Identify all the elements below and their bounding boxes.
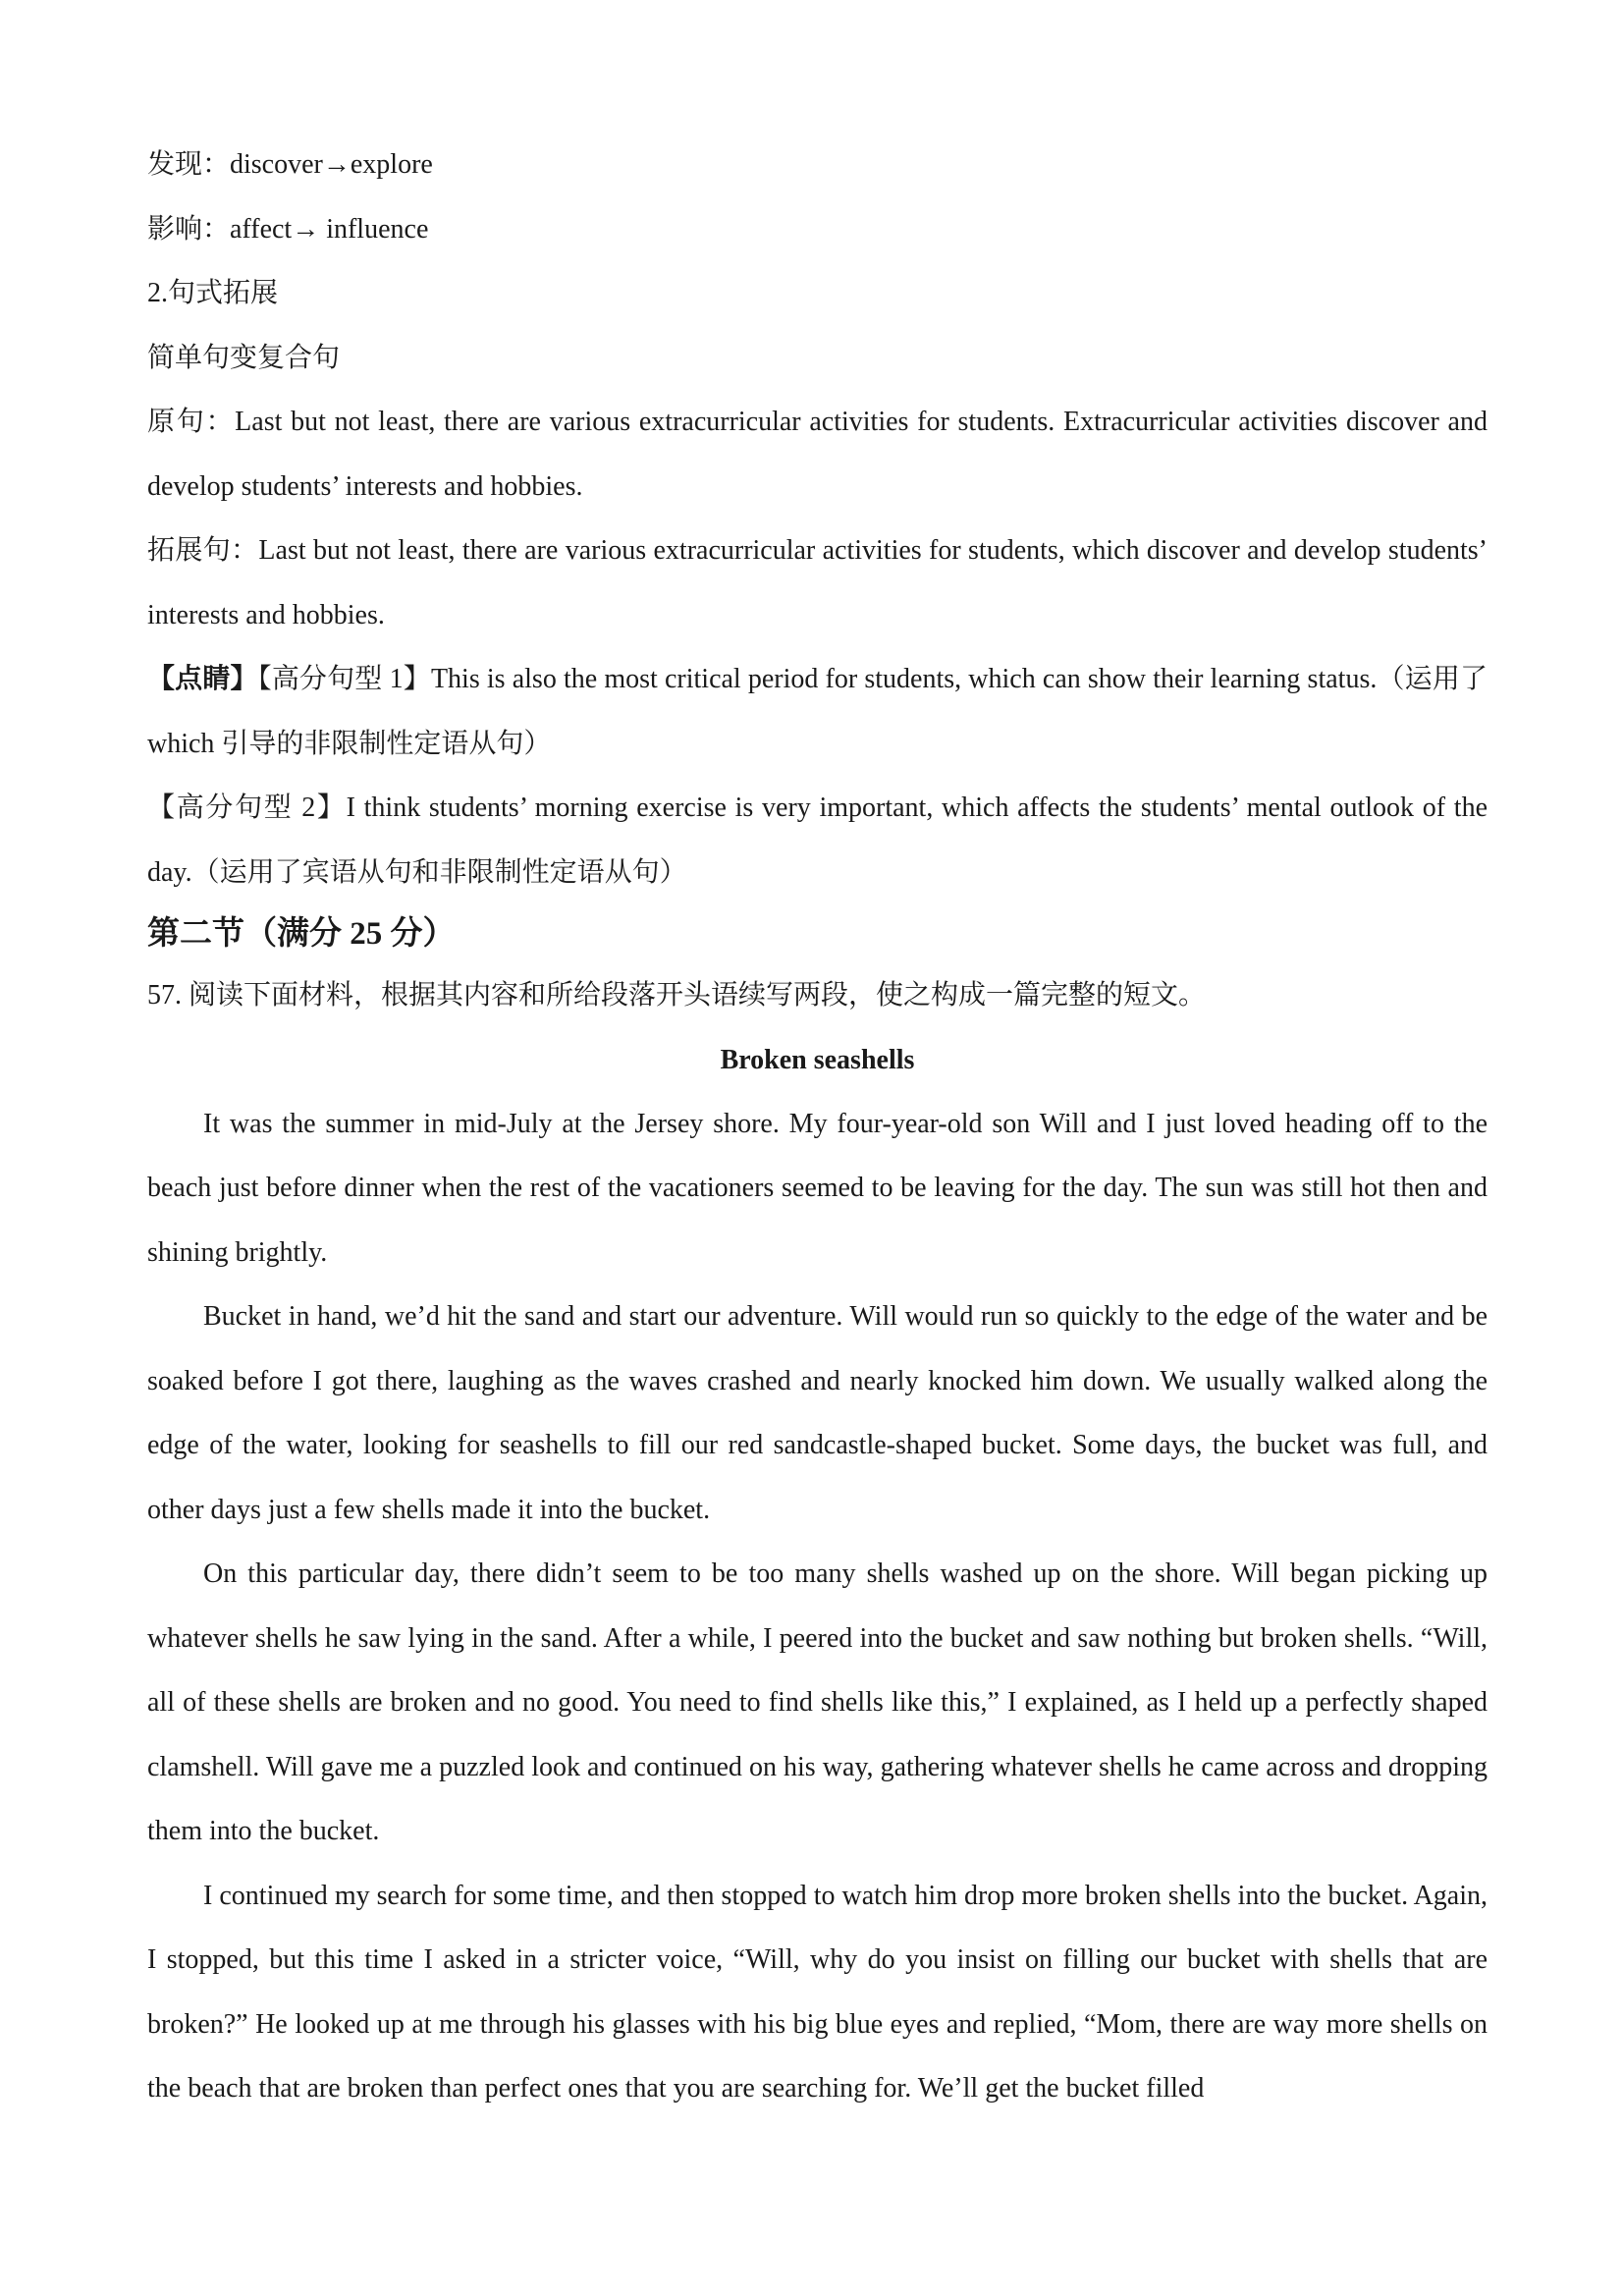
original-sentence [147,390,1488,519]
highlight-tag-2: 【高分句型 2】 [147,793,347,823]
highlight-tag-point: 【点睛】 [147,664,258,694]
sentence-expansion-heading: 2.句式拓展 [147,278,279,308]
expanded-label: 拓展句： [147,535,259,566]
highlight-sentence-2 [147,776,1488,904]
document-page [147,133,1488,2121]
passage-paragraph: On this particular day, there didn’t seem to be too many shells washed up on the shore. Will began picking up whatever shells he saw lying in the sand. After a while, I peered into the bucket and saw nothing but broken shells. “Will, all of these shells are broken and no good. You need to find shells like this,” I explained, as I held up a perfectly shaped clamshell. Will gave me a puzzled look and continued on his way, gathering whatever shells he came across and dropping them into the bucket. [147,1558,1488,1846]
highlight-tag-1: 【高分句型 1】 [257,664,431,694]
expanded-sentence [147,519,1488,647]
sentence-expansion-subheading: 简单句变复合句 [147,342,341,373]
original-text: Last but not least, there are various extracurricular activities for students. Extracurricular activities discover and develop students’ interests and hobbies. [147,407,1488,502]
highlight-text-1: This is also the most critical period for students, which can show their learning status.（运用了 which 引导的非限制性定语从句） [147,664,1488,759]
vocab-line-discover: 发现：discover→explore [147,149,433,180]
passage-title: Broken seashells [720,1044,915,1075]
expanded-text: Last but not least, there are various extracurricular activities for students, which discover and develop students’ interests and hobbies. [147,535,1488,630]
vocab-line-affect: 影响：affect→ influence [147,213,429,245]
passage-paragraph: It was the summer in mid-July at the Jersey shore. My four-year-old son Will and I just loved heading off to the beach just before dinner when the rest of the vacationers seemed to be leaving for the day. The sun was still hot then and shining brightly. [147,1108,1488,1268]
section-heading: 第二节（满分 25 分） [147,916,456,952]
original-label: 原句： [147,407,236,437]
highlight-sentence-1 [147,647,1488,776]
question-instruction: 57. 阅读下面材料，根据其内容和所给段落开头语续写两段，使之构成一篇完整的短文。 [147,980,1207,1011]
passage-paragraph: I continued my search for some time, and then stopped to watch him drop more broken shells into the bucket. Again, I stopped, but this time I asked in a stricter voice, “Will, why do you insist on filling our bucket with shells that are broken?” He looked up at me through his glasses with his big blue eyes and replied, “Mom, there are way more shells on the beach that are broken than perfect ones that you are searching for. We’ll get the bucket filled [147,1880,1488,2104]
passage-paragraph: Bucket in hand, we’d hit the sand and start our adventure. Will would run so quickly to the edge of the water and be soaked before I got there, laughing as the waves crashed and nearly knocked him down. We usually walked along the edge of the water, looking for seashells to fill our red sandcastle-shaped bucket. Some days, the bucket was full, and other days just a few shells made it into the bucket. [147,1301,1488,1525]
highlight-text-2: I think students’ morning exercise is very important, which affects the students’ mental outlook of the day.（运用了宾语从句和非限制性定语从句） [147,793,1488,888]
